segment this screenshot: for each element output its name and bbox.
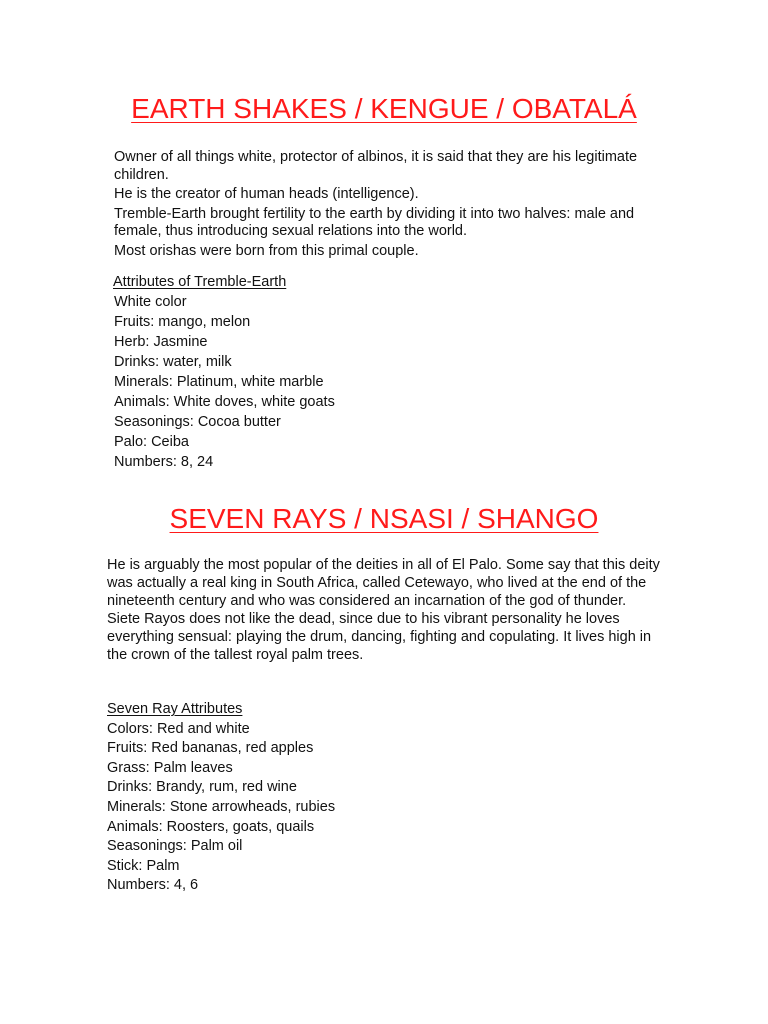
attribute-item: Stick: Palm [107,857,180,874]
attribute-item: Animals: Roosters, goats, quails [107,818,315,835]
paragraph: Most orishas were born from this primal couple. [114,242,419,259]
attribute-item: Herb: Jasmine [114,334,208,350]
attributes-list-earth-shakes [113,272,335,472]
attribute-item: Palo: Ceiba [114,434,189,450]
attribute-item: Grass: Palm leaves [107,759,233,776]
paragraph: Owner of all things white, protector of albinos, it is said that they are his legitimate children. [114,149,638,183]
section-heading-earth-shakes: EARTH SHAKES / KENGUE / OBATALÁ [131,93,637,124]
paragraph: Tremble-Earth brought fertility to the earth by dividing it into two halves: male and female, thus introducing sexual relations into the world. [114,205,635,239]
attribute-item: Colors: Red and white [107,720,250,737]
attributes-title: Seven Ray Attributes [107,701,243,717]
section-intro-seven-rays [107,556,663,664]
paragraph: Siete Rayos does not like the dead, since due to his vibrant personality he loves everything sensual: playing the drum, dancing, fighting and copulating. It lives high in the crown of the tallest royal palm trees. [107,611,652,663]
attribute-item: Seasonings: Palm oil [107,838,243,855]
attribute-item: Drinks: Brandy, rum, red wine [107,779,297,796]
attribute-item: Minerals: Stone arrowheads, rubies [107,798,336,815]
section-intro-earth-shakes [114,149,674,260]
attribute-item: Minerals: Platinum, white marble [114,374,324,390]
attribute-item: Seasonings: Cocoa butter [114,414,281,430]
attribute-item: Animals: White doves, white goats [114,394,335,410]
attribute-item: Drinks: water, milk [114,354,232,370]
attribute-item: Numbers: 4, 6 [107,877,199,894]
paragraph: He is the creator of human heads (intelligence). [114,186,419,202]
attribute-item: Numbers: 8, 24 [114,454,214,470]
paragraph: He is arguably the most popular of the deities in all of El Palo. Some say that this deity was actually a real king in South Africa, called Cetewayo, who lived at the end of the nineteenth century and who was considered an incarnation of the god of thunder. [107,557,660,609]
attributes-list-seven-rays [107,700,335,896]
section-heading-seven-rays: SEVEN RAYS / NSASI / SHANGO [169,503,599,534]
attributes-title: Attributes of Tremble-Earth [113,274,287,290]
attribute-item: Fruits: Red bananas, red apples [107,740,314,757]
attribute-item: White color [114,294,187,310]
attribute-item: Fruits: mango, melon [114,314,251,330]
